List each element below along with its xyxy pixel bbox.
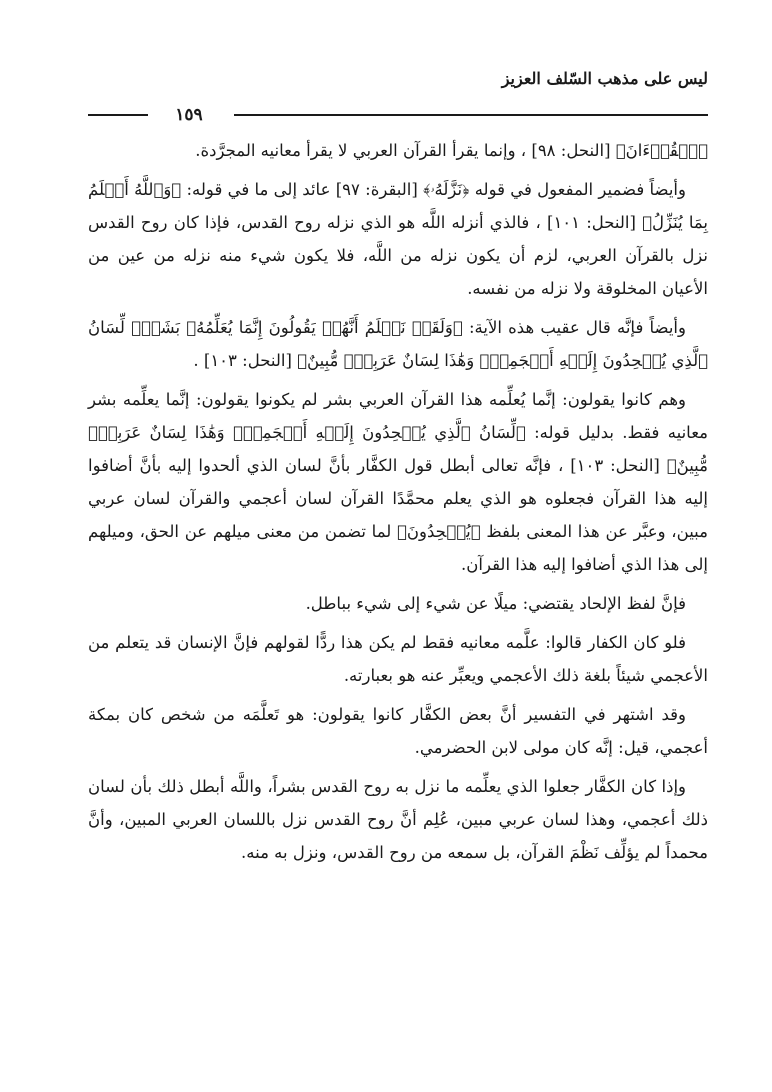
header-rule-left	[88, 114, 148, 116]
header-rule	[88, 102, 708, 128]
paragraph: وأيضاً فضمير المفعول في قوله ﴿نَزَّلَهُۥ﴾ [البقرة: ٩٧] عائد إلى ما في قوله: ﴿وَٱللَّهُ أَعۡلَمُ بِمَا يُنَزِّلُ﴾ [النحل: ١٠١] ، فالذي أنزله اللَّه هو الذي نزله روح القدس، فإذا كان روح القدس نزل بالقرآن العربي، لزم أن يكون نزله من اللَّه، فلا يكون شيء منه نزله من عين من الأعيان المخلوقة ولا نزله من نفسه.	[88, 180, 709, 298]
paragraph: وقد اشتهر في التفسير أنَّ بعض الكفَّار كانوا يقولون: هو تَعلَّمَه من شخص كان بمكة أعجمي، قيل: إنَّه كان مولى لابن الحضرمي.	[88, 705, 708, 757]
paragraph-continuation: ﭐلۡقُرۡءَانَ﴾ [النحل: ٩٨] ، وإنما يقرأ القرآن العربي لا يقرأ معانيه المجرَّدة.	[195, 141, 708, 160]
paragraph: وأيضاً فإنَّه قال عقيب هذه الآية: ﴿وَلَقَدۡ نَعۡلَمُ أَنَّهُمۡ يَقُولُونَ إِنَّمَا يُعَلِّمُهُۥ بَشَرٞۗ لِّسَانُ ٱلَّذِي يُلۡحِدُونَ إِلَيۡهِ أَعۡجَمِيّٞ وَهَٰذَا لِسَانٌ عَرَبِيّٞ مُّبِينٌ﴾ [النحل: ١٠٣] .	[88, 318, 708, 370]
paragraph: وهم كانوا يقولون: إنَّما يُعلِّمه هذا القرآن العربي بشر لم يكونوا يقولون: إنَّما يعلِّمه بشر معانيه فقط. بدليل قوله: ﴿لِّسَانُ ٱلَّذِي يُلۡحِدُونَ إِلَيۡهِ أَعۡجَمِيّٞ وَهَٰذَا لِسَانٌ عَرَبِيّٞ مُّبِينٌ﴾ [النحل: ١٠٣] ، فإنَّه تعالى أبطل قول الكفَّار بأنَّ لسان الذي ألحدوا إليه بأنَّ أضافوا إليه هذا القرآن فجعلوه هو الذي يعلم محمَّدًا القرآن لسان أعجمي والقرآن لسان عربي مبين، وعبَّر عن هذا المعنى بلفظ ﴿يُلۡحِدُونَ﴾ لما تضمن من معنى ميلهم عن الحق، وميلهم إلى هذا الذي أضافوا إليه هذا القرآن.	[88, 390, 708, 574]
running-title: ليس على مذهب السّلف العزيز	[501, 68, 708, 88]
paragraph: فلو كان الكفار قالوا: علَّمه معانيه فقط لم يكن هذا ردًّا لقولهم فإنَّ الإنسان قد يتعلم من الأعجمي شيئاً بلغة ذلك الأعجمي ويعبِّر عنه هو بعبارته.	[88, 633, 708, 685]
page-body	[88, 134, 708, 875]
page-number: ١٥٩	[175, 105, 203, 125]
header-rule-right	[234, 114, 708, 116]
book-page	[88, 66, 709, 862]
paragraph: فإنَّ لفظ الإلحاد يقتضي: ميلًا عن شيء إلى شيء بباطل.	[305, 594, 686, 613]
running-header	[88, 66, 708, 90]
paragraph: وإذا كان الكفَّار جعلوا الذي يعلِّمه ما نزل به روح القدس بشراً، واللَّه أبطل ذلك بأن لسان ذلك أعجمي، وهذا لسان عربي مبين، عُلِم أنَّ روح القدس نزل باللسان العربي المبين، وأنَّ محمداً لم يؤلِّف نَظْمَ القرآن، بل سمعه من روح القدس، ونزل به منه.	[88, 777, 708, 862]
